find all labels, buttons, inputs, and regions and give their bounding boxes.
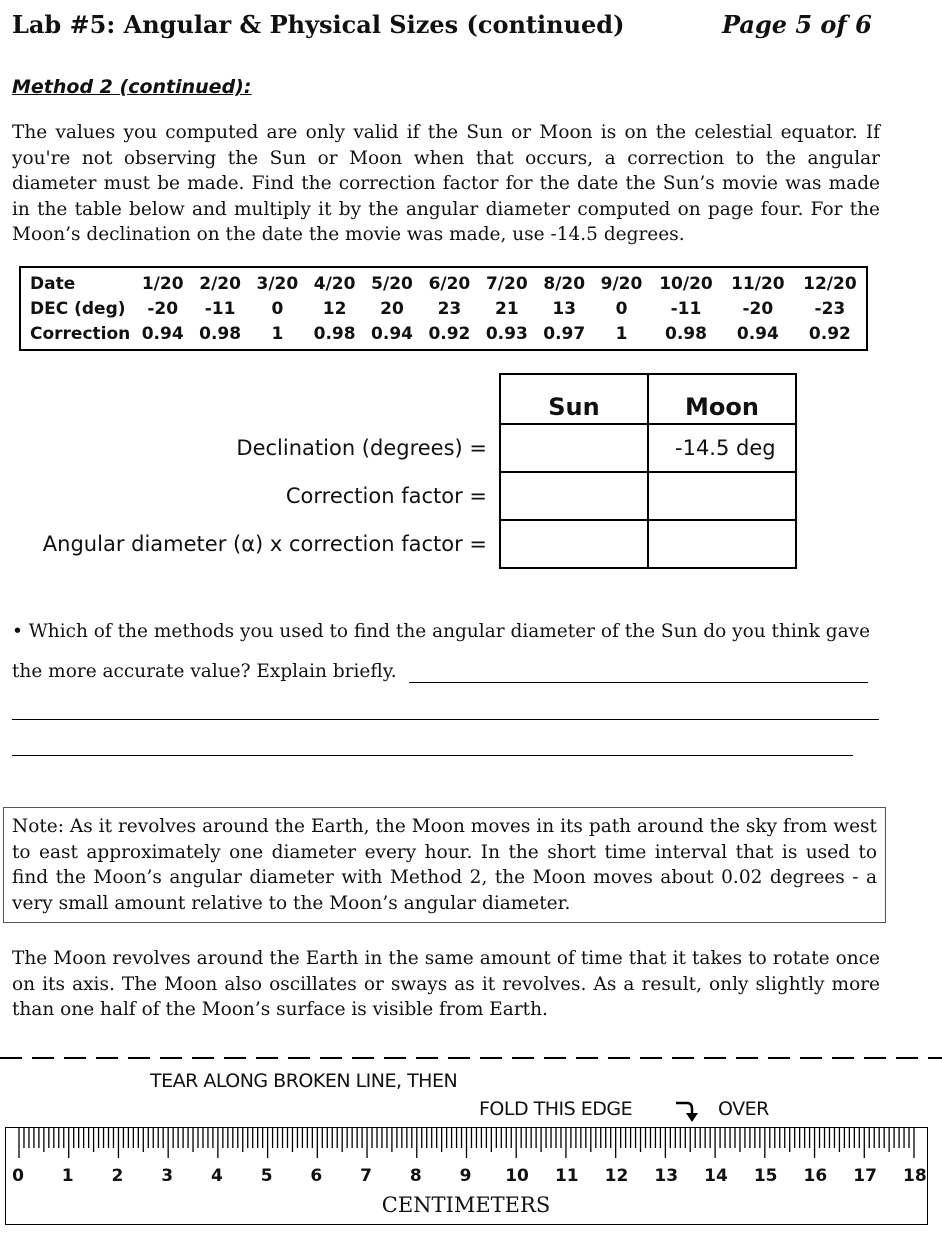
- fold-over-label: OVER: [718, 1098, 769, 1120]
- table-cell: 0: [271, 298, 284, 319]
- table-cell: -20: [147, 298, 179, 319]
- ruler-number: 7: [360, 1166, 372, 1186]
- table-cell: -11: [204, 298, 236, 319]
- table-cell: 3/20: [256, 273, 299, 294]
- row-label: Correction: [30, 323, 131, 344]
- answer-line[interactable]: [409, 682, 868, 683]
- fold-instruction: FOLD THIS EDGE: [479, 1098, 633, 1120]
- ruler-ticks: [6, 1128, 929, 1168]
- table-cell: 10/20: [659, 273, 713, 294]
- ruler-number: 10: [505, 1166, 529, 1186]
- fold-arrow-icon: [672, 1097, 702, 1125]
- ruler-number: 17: [853, 1166, 877, 1186]
- question-line-1: • Which of the methods you used to find the angular diameter of the Sun do you think gave: [12, 621, 871, 642]
- row-label: DEC (deg): [30, 298, 126, 319]
- table-cell: 6/20: [428, 273, 471, 294]
- intro-paragraph: The values you computed are only valid if the Sun or Moon is on the celestial equator. If you're not observing the Sun or Moon when that occurs, a correction to the angular diameter must be made. Find the correction factor for the date the Sun’s movie was made in the table below and multiply it by the angular diameter computed on page four. For the Moon’s declination on the date the movie was made, use -14.5 degrees.: [12, 122, 880, 245]
- ruler-number: 0: [12, 1166, 24, 1186]
- ruler-number: 1: [61, 1166, 74, 1186]
- table-cell: 0.93: [485, 323, 528, 344]
- moon-paragraph: The Moon revolves around the Earth in the same amount of time that it takes to rotate once on its axis. The Moon also oscillates or sways as it revolves. As a result, only slightly more than one half of the Moon’s surface is visible from Earth.: [12, 948, 880, 1020]
- note-box: Note: As it revolves around the Earth, the Moon moves in its path around the sky from west to east approximately one diameter every hour. In the short time interval that is used to find the Moon’s angular diameter with Method 2, the Moon moves about 0.02 degrees - a very small amount relative to the Moon’s angular diameter.: [3, 807, 886, 923]
- declination-table: [19, 266, 868, 351]
- table-cell: 4/20: [313, 273, 356, 294]
- tear-instruction: TEAR ALONG BROKEN LINE, THEN: [150, 1070, 458, 1092]
- ruler-number: 13: [654, 1166, 679, 1186]
- ruler-unit-label: CENTIMETERS: [381, 1193, 551, 1217]
- table-cell: 0.98: [313, 323, 356, 344]
- ruler-number: 18: [903, 1166, 927, 1186]
- ruler-number: 14: [704, 1166, 728, 1186]
- answer-line[interactable]: [12, 755, 853, 756]
- table-cell: 0: [615, 298, 628, 319]
- table-cell: 0.94: [736, 323, 779, 344]
- table-cell: 1/20: [141, 273, 184, 294]
- table-cell: 0.97: [543, 323, 586, 344]
- ruler-number: 8: [409, 1166, 422, 1186]
- ruler-number: 12: [604, 1166, 629, 1186]
- table-cell: 9/20: [600, 273, 643, 294]
- table-cell: -20: [742, 298, 774, 319]
- dec-row: [20, 296, 867, 321]
- ruler-number: 11: [554, 1166, 579, 1186]
- table-cell: 5/20: [371, 273, 413, 294]
- correction-factor-label: Correction factor =: [285, 484, 487, 508]
- ruler-number: 5: [260, 1166, 273, 1186]
- moon-column-header: Moon: [648, 374, 796, 424]
- table-cell: 0.98: [199, 323, 242, 344]
- table-cell: 7/20: [485, 273, 528, 294]
- ruler-number: 9: [459, 1166, 472, 1186]
- table-cell: 0.92: [428, 323, 471, 344]
- table-cell: 21: [494, 298, 519, 319]
- table-cell: 20: [380, 298, 404, 319]
- table-cell: -23: [814, 298, 846, 319]
- table-cell: 2/20: [199, 273, 241, 294]
- ruler-number: 2: [111, 1166, 124, 1186]
- page-title: Lab #5: Angular & Physical Sizes (continued): [12, 10, 625, 39]
- moon-corrected-diameter-cell[interactable]: [648, 520, 796, 568]
- table-cell: 11/20: [731, 273, 785, 294]
- ruler-number: 16: [803, 1166, 828, 1186]
- sun-declination-cell[interactable]: [500, 424, 648, 472]
- correction-row: [20, 321, 867, 350]
- ruler-number: 15: [753, 1166, 778, 1186]
- sun-column-header: Sun: [500, 374, 648, 424]
- table-cell: 13: [552, 298, 577, 319]
- table-cell: 1: [615, 323, 628, 344]
- sun-correction-cell[interactable]: [500, 472, 648, 520]
- ruler-number: 3: [161, 1166, 174, 1186]
- table-cell: 0.98: [664, 323, 707, 344]
- answer-table: [499, 373, 797, 569]
- table-cell: 0.94: [141, 323, 184, 344]
- moon-correction-cell[interactable]: [648, 472, 796, 520]
- corrected-diameter-label: Angular diameter (α) x correction factor =: [42, 532, 487, 556]
- table-cell: -11: [670, 298, 702, 319]
- answer-line[interactable]: [12, 719, 879, 720]
- table-cell: 12: [322, 298, 347, 319]
- moon-declination-cell: -14.5 deg: [648, 424, 796, 472]
- page-number: Page 5 of 6: [722, 10, 872, 39]
- declination-label: Declination (degrees) =: [236, 436, 487, 460]
- sun-corrected-diameter-cell[interactable]: [500, 520, 648, 568]
- table-cell: 0.94: [371, 323, 413, 344]
- tear-line: [0, 1055, 942, 1061]
- table-cell: 0.92: [808, 323, 851, 344]
- method-heading: Method 2 (continued):: [12, 76, 252, 98]
- row-label: Date: [30, 273, 76, 294]
- table-cell: 1: [271, 323, 284, 344]
- table-cell: 8/20: [543, 273, 586, 294]
- ruler-number: 6: [310, 1166, 323, 1186]
- table-cell: 23: [437, 298, 462, 319]
- ruler-number: 4: [210, 1166, 223, 1186]
- table-cell: 12/20: [803, 273, 857, 294]
- date-row: [20, 267, 867, 296]
- question-line-2: the more accurate value? Explain briefly.: [12, 661, 397, 682]
